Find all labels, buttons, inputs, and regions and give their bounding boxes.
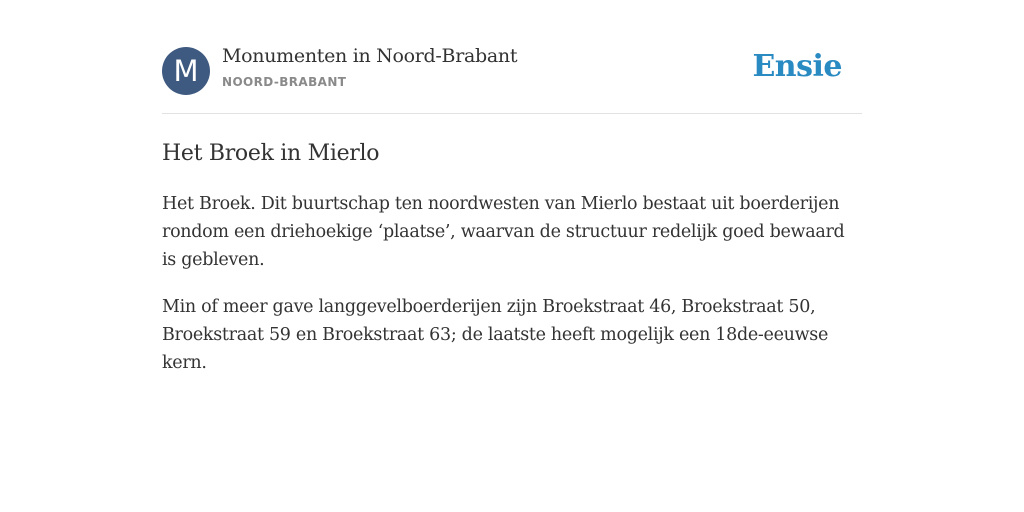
- card-header: [162, 0, 862, 114]
- article-paragraph-2: Min of meer gave langgevelboerderijen zijn Broekstraat 46, Broekstraat 50, Broekstraat 59 en Broekstraat 63; de laatste heeft mogelijk een 18de-eeuwse kern.: [162, 297, 829, 373]
- source-title-link[interactable]: Monumenten in Noord-Brabant: [222, 45, 518, 67]
- ensie-logo-link[interactable]: Ensie: [752, 49, 842, 84]
- definition-card: [162, 0, 862, 377]
- article-title: Het Broek in Mierlo: [162, 141, 380, 166]
- article-paragraph-1: Het Broek. Dit buurtschap ten noordwesten van Mierlo bestaat uit boerderijen rondom een driehoekige ‘plaatse’, waarvan de structuur redelijk goed bewaard is gebleven.: [162, 194, 845, 270]
- source-avatar[interactable]: M: [162, 47, 210, 95]
- source-subtitle: NOORD-BRABANT: [222, 75, 347, 89]
